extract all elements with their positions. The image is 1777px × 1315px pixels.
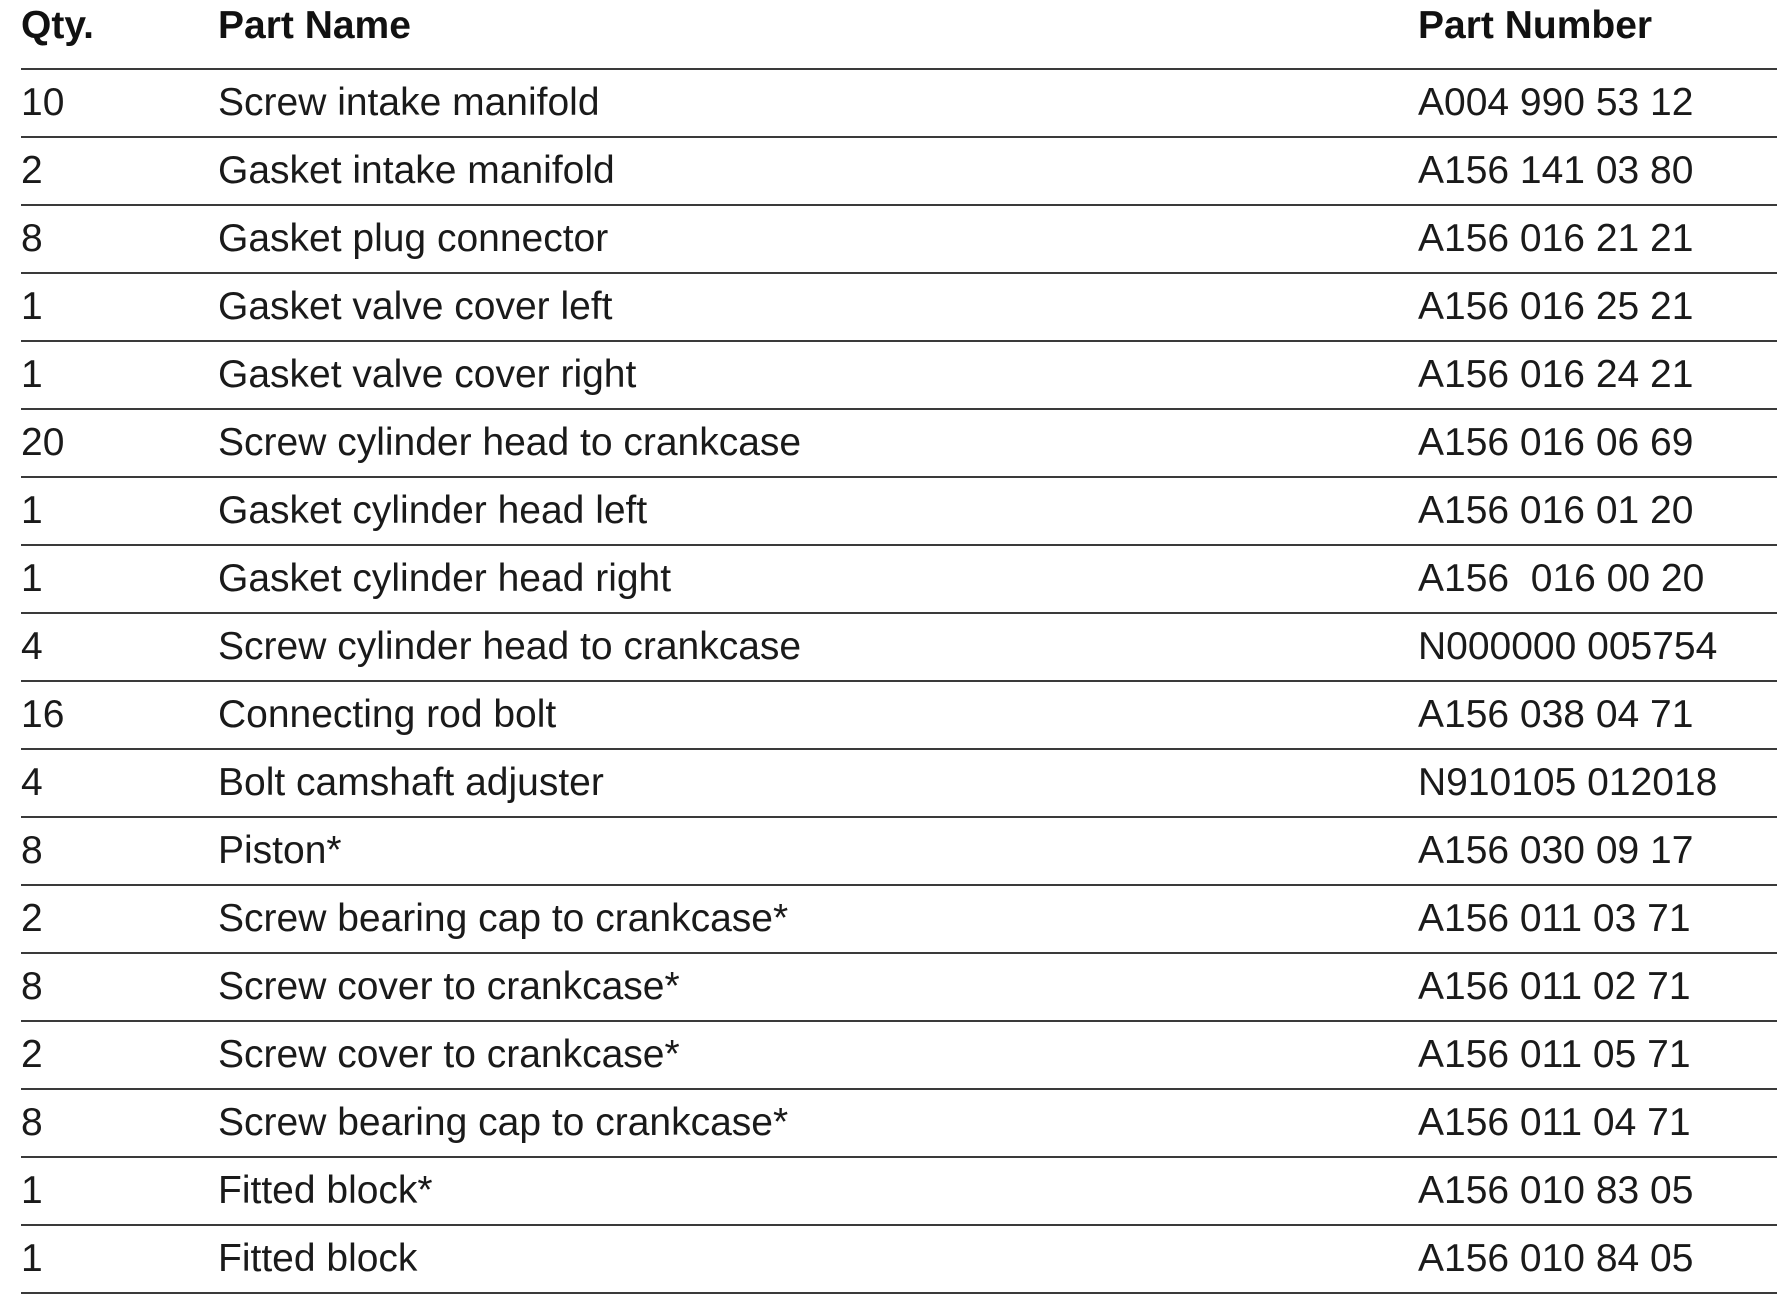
part-number-cell: A156 010 84 05	[1418, 1225, 1777, 1293]
table-row	[21, 137, 1777, 205]
part-number-cell: N910105 012018	[1418, 749, 1777, 817]
part-number-cell: N000000 005754	[1418, 613, 1777, 681]
table-row	[21, 1089, 1777, 1157]
part-name-cell: Screw cylinder head to crankcase	[218, 409, 1418, 477]
part-name-cell: Screw bearing cap to crankcase*	[218, 885, 1418, 953]
header-part-number: Part Number	[1418, 0, 1777, 69]
table-row	[21, 953, 1777, 1021]
qty-cell: 1	[21, 273, 218, 341]
part-name-cell: Gasket plug connector	[218, 205, 1418, 273]
part-name-cell: Screw intake manifold	[218, 69, 1418, 137]
table-row	[21, 69, 1777, 137]
qty-cell: 8	[21, 205, 218, 273]
part-name-cell: Screw cover to crankcase*	[218, 1021, 1418, 1089]
table-row	[21, 613, 1777, 681]
table-row	[21, 477, 1777, 545]
table-row	[21, 681, 1777, 749]
header-part-name: Part Name	[218, 0, 1418, 69]
part-number-cell: A156 011 04 71	[1418, 1089, 1777, 1157]
part-number-cell: A156 016 00 20	[1418, 545, 1777, 613]
header-qty: Qty.	[21, 0, 218, 69]
part-number-cell: A156 011 05 71	[1418, 1021, 1777, 1089]
qty-cell: 2	[21, 137, 218, 205]
part-number-cell: A156 016 21 21	[1418, 205, 1777, 273]
part-name-cell: Screw bearing cap to crankcase*	[218, 1089, 1418, 1157]
part-name-cell: Gasket intake manifold	[218, 137, 1418, 205]
qty-cell: 8	[21, 953, 218, 1021]
part-name-cell: Bolt camshaft adjuster	[218, 749, 1418, 817]
part-number-cell: A156 011 03 71	[1418, 885, 1777, 953]
part-number-cell: A156 016 25 21	[1418, 273, 1777, 341]
qty-cell: 1	[21, 1225, 218, 1293]
table-row	[21, 205, 1777, 273]
part-number-cell: A156 010 83 05	[1418, 1157, 1777, 1225]
part-number-cell: A156 030 09 17	[1418, 817, 1777, 885]
table-row	[21, 885, 1777, 953]
table-row	[21, 817, 1777, 885]
part-name-cell: Gasket cylinder head right	[218, 545, 1418, 613]
qty-cell: 1	[21, 477, 218, 545]
table-row	[21, 341, 1777, 409]
table-row	[21, 409, 1777, 477]
table-body	[21, 69, 1777, 1293]
part-name-cell: Fitted block*	[218, 1157, 1418, 1225]
qty-cell: 4	[21, 749, 218, 817]
part-name-cell: Screw cover to crankcase*	[218, 953, 1418, 1021]
qty-cell: 16	[21, 681, 218, 749]
qty-cell: 1	[21, 1157, 218, 1225]
part-name-cell: Connecting rod bolt	[218, 681, 1418, 749]
part-name-cell: Gasket cylinder head left	[218, 477, 1418, 545]
part-name-cell: Fitted block	[218, 1225, 1418, 1293]
qty-cell: 1	[21, 341, 218, 409]
part-name-cell: Gasket valve cover right	[218, 341, 1418, 409]
table-row	[21, 273, 1777, 341]
part-number-cell: A156 016 01 20	[1418, 477, 1777, 545]
qty-cell: 8	[21, 1089, 218, 1157]
part-number-cell: A156 016 06 69	[1418, 409, 1777, 477]
qty-cell: 10	[21, 69, 218, 137]
qty-cell: 1	[21, 545, 218, 613]
part-number-cell: A156 011 02 71	[1418, 953, 1777, 1021]
qty-cell: 2	[21, 885, 218, 953]
qty-cell: 8	[21, 817, 218, 885]
part-number-cell: A004 990 53 12	[1418, 69, 1777, 137]
header-row	[21, 0, 1777, 69]
parts-table	[21, 0, 1777, 1294]
part-number-cell: A156 016 24 21	[1418, 341, 1777, 409]
part-number-cell: A156 038 04 71	[1418, 681, 1777, 749]
table-row	[21, 749, 1777, 817]
qty-cell: 4	[21, 613, 218, 681]
part-name-cell: Piston*	[218, 817, 1418, 885]
table-row	[21, 1225, 1777, 1293]
part-name-cell: Screw cylinder head to crankcase	[218, 613, 1418, 681]
part-name-cell: Gasket valve cover left	[218, 273, 1418, 341]
table-header	[21, 0, 1777, 69]
part-number-cell: A156 141 03 80	[1418, 137, 1777, 205]
table-row	[21, 545, 1777, 613]
qty-cell: 20	[21, 409, 218, 477]
table-row	[21, 1021, 1777, 1089]
table-row	[21, 1157, 1777, 1225]
qty-cell: 2	[21, 1021, 218, 1089]
